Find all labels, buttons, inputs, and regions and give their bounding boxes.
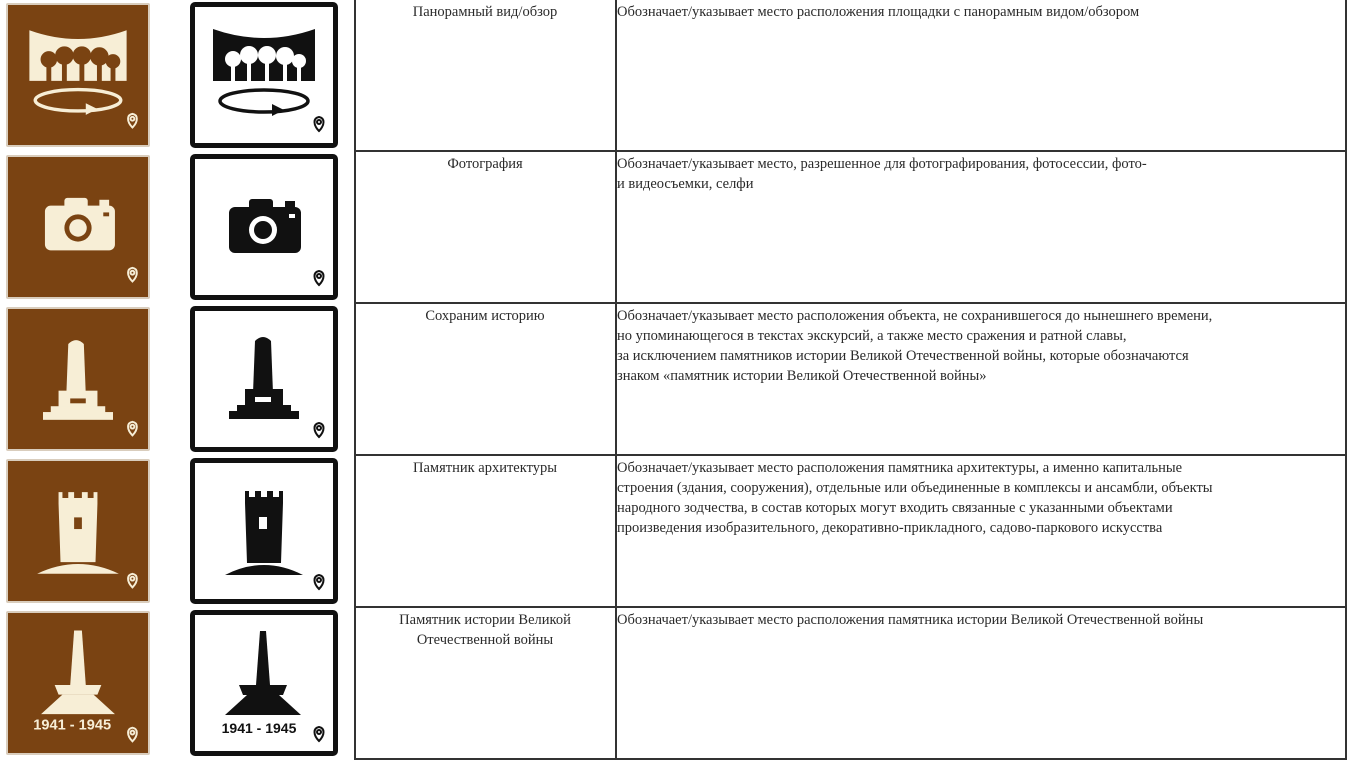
sign-years-label: 1941 - 1945: [33, 717, 112, 734]
sign-name: Памятник истории Великой Отечественной войны: [399, 612, 571, 648]
sign-name: Сохраним историю: [425, 308, 545, 324]
tower-icon: [195, 463, 333, 599]
sign-years-label: 1941 - 1945: [221, 720, 297, 736]
panorama-sign-bw: [190, 2, 338, 148]
sign-name: Фотография: [447, 156, 523, 172]
obelisk-icon: [8, 309, 148, 449]
sign-name: Панорамный вид/обзор: [412, 4, 558, 20]
sign-description: Обозначает/указывает место расположения объекта, не сохранившегося до нынешнего времени, но упоминающегося в текстах экскурсий, а также место сражения и ратной славы, за исключением памятников истории Великой Отечественной войны, которые обозначаются знаком «памятник истории Великой Отечественной войны»: [617, 308, 1213, 384]
panorama-icon: [195, 7, 333, 143]
tower-sign-brown: [6, 459, 150, 603]
table-row: [0, 152, 1353, 304]
war-memorial-sign-brown: [6, 611, 150, 755]
table-row: [0, 0, 1353, 152]
table-row: [0, 304, 1353, 456]
sign-description: Обозначает/указывает место расположения памятника архитектуры, а именно капитальные строения (здания, сооружения), отдельные или объединенные в комплексы и ансамбли, объекты народного зодчества, в состав которых могут входить связанные с указанными объектами произведения изобразительного, декоративно-прикладного, садово-паркового искусства: [617, 460, 1213, 536]
tower-sign-bw: [190, 458, 338, 604]
table-row: [0, 608, 1353, 760]
camera-icon: [195, 159, 333, 295]
camera-sign-bw: [190, 154, 338, 300]
obelisk-icon: [195, 311, 333, 447]
war-memorial-icon: [195, 615, 333, 751]
panorama-sign-brown: [6, 3, 150, 147]
obelisk-sign-bw: [190, 306, 338, 452]
table-row: [0, 456, 1353, 608]
war-memorial-icon: [8, 613, 148, 753]
camera-icon: [8, 157, 148, 297]
war-memorial-sign-bw: [190, 610, 338, 756]
sign-description: Обозначает/указывает место расположения памятника истории Великой Отечественной войны: [617, 612, 1204, 628]
tower-icon: [8, 461, 148, 601]
sign-description: Обозначает/указывает место расположения площадки с панорамным видом/обзором: [617, 4, 1140, 20]
camera-sign-brown: [6, 155, 150, 299]
sign-name: Памятник архитектуры: [413, 460, 557, 476]
panorama-icon: [8, 5, 148, 145]
sign-description: Обозначает/указывает место, разрешенное для фотографирования, фотосессии, фото- и видеосъемки, селфи: [617, 156, 1147, 192]
obelisk-sign-brown: [6, 307, 150, 451]
